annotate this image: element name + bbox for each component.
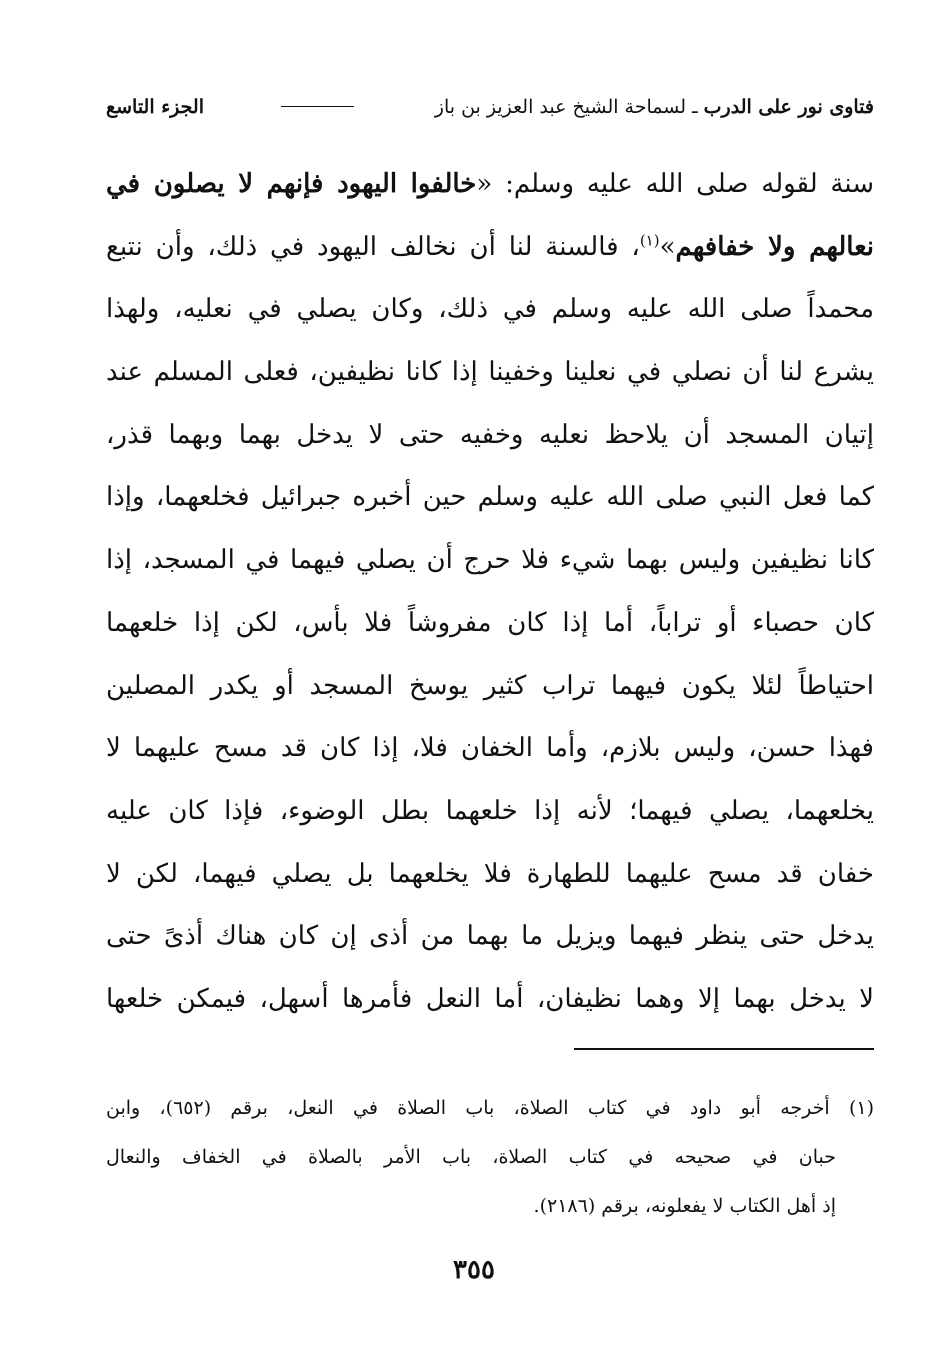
text-line: كما فعل النبي صلى الله عليه وسلم حين أخبره جبرائيل فخلعهما، وإذا — [106, 482, 874, 513]
text-line: إتيان المسجد أن يلاحظ نعليه وخفيه حتى لا يدخل بهما وبهما قذر، — [106, 419, 874, 450]
footnote-line: حبان في صحيحه في كتاب الصلاة، باب الأمر بالصلاة في الخفاف والنعال — [106, 1146, 836, 1168]
footnote-marker[interactable]: (١) — [639, 231, 660, 250]
header-rule — [281, 106, 354, 107]
footnote-separator — [574, 1048, 874, 1050]
footnote-line: (١) أخرجه أبو داود في كتاب الصلاة، باب الصلاة في النعل، برقم (٦٥٢)، وابن — [106, 1097, 875, 1119]
hadith-quote: خالفوا اليهود فإنهم لا يصلون في — [106, 169, 477, 199]
text-line: يدخل حتى ينظر فيهما ويزيل ما بهما من أذى إن كان هناك أذىً حتى — [106, 921, 874, 952]
text-line — [106, 217, 874, 280]
footnote-line: إذ أهل الكتاب لا يفعلونه، برقم (٢١٨٦). — [533, 1195, 836, 1217]
text-line — [106, 154, 874, 217]
text-line: يشرع لنا أن نصلي في نعلينا وخفينا إذا كانا نظيفين، فعلى المسلم عند — [106, 357, 874, 388]
text-line: كان حصباء أو تراباً، أما إذا كان مفروشاً فلا بأس، لكن إذا خلعهما — [106, 607, 874, 638]
text-segment: سنة لقوله صلى الله عليه وسلم: « — [476, 169, 874, 199]
text-line: محمداً صلى الله عليه وسلم في ذلك، وكان يصلي في نعليه، ولهذا — [106, 294, 874, 325]
page-number: ٣٥٥ — [453, 1255, 495, 1285]
running-header-title — [435, 92, 874, 122]
book-title: فتاوى نور على الدرب — [703, 96, 874, 118]
title-separator: ـ — [686, 96, 704, 118]
author-line: لسماحة الشيخ عبد العزيز بن باز — [434, 96, 686, 118]
text-line: فهذا حسن، وليس بلازم، وأما الخفان فلا، إذا كان قد مسح عليهما لا — [106, 733, 874, 764]
text-line: يخلعهما، يصلي فيهما؛ لأنه إذا خلعهما بطل الوضوء، فإذا كان عليه — [106, 795, 874, 826]
hadith-quote: نعالهم ولا خفافهم — [675, 231, 874, 262]
text-line: لا يدخل بهما إلا وهما نظيفان، أما النعل فأمرها أسهل، فيمكن خلعها — [106, 983, 874, 1014]
text-line: احتياطاً لئلا يكون فيهما تراب كثير يوسخ المسجد أو يكدر المصلين — [106, 670, 874, 701]
running-header — [106, 88, 874, 128]
text-line: خفان قد مسح عليهما للطهارة فلا يخلعهما بل يصلي فيهما، لكن لا — [106, 858, 874, 889]
quote-mark: » — [659, 231, 676, 262]
text-line: كانا نظيفين وليس بهما شيء فلا حرج أن يصلي فيهما في المسجد، إذا — [106, 545, 874, 576]
text-segment: ، فالسنة لنا أن نخالف اليهود في ذلك، وأن نتبع — [106, 231, 640, 262]
footnotes — [106, 1088, 874, 1235]
volume-label: الجزء التاسع — [106, 96, 204, 118]
main-text — [106, 154, 874, 1032]
